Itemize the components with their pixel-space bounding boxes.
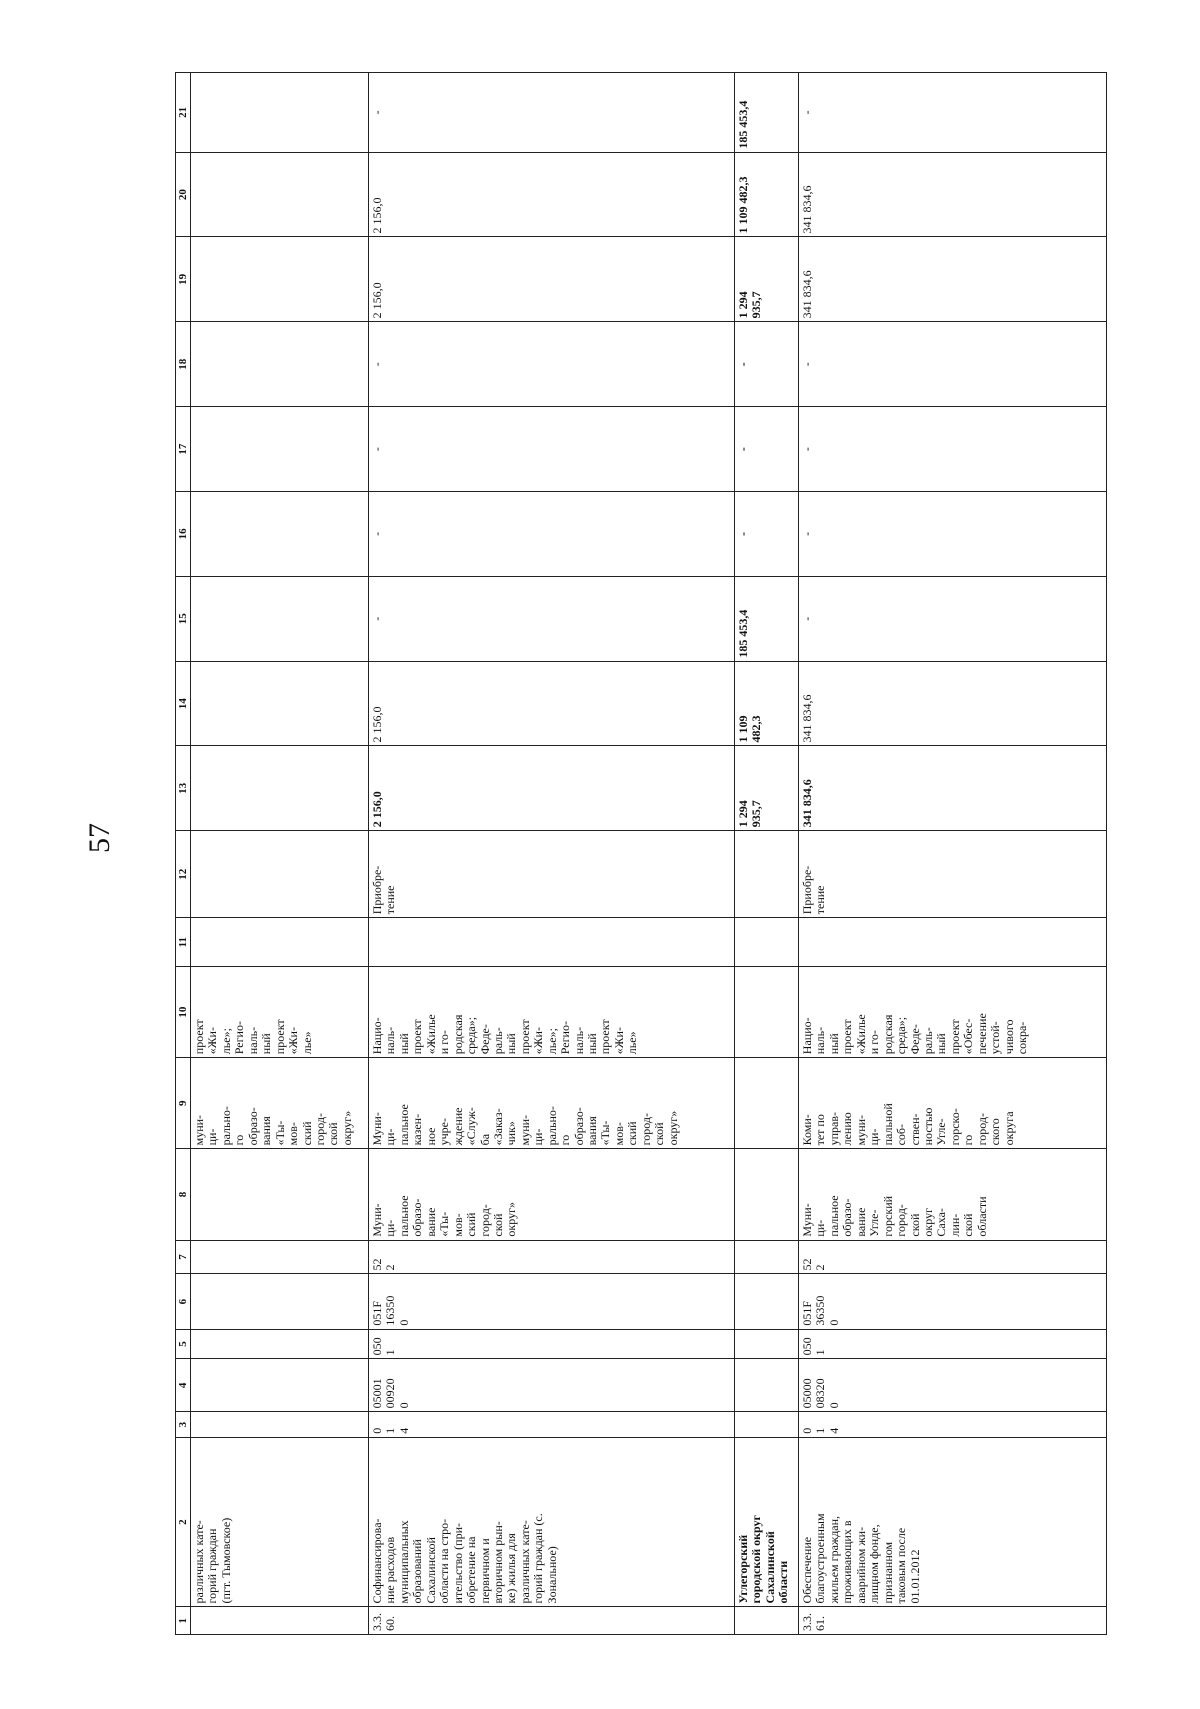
table-cell: [191, 491, 369, 576]
table-cell: -: [799, 576, 1107, 661]
table-cell: 3.3.61.: [799, 1607, 1107, 1635]
table-cell: 2 156,0: [369, 152, 735, 237]
col-header: 2: [176, 1437, 191, 1607]
table-cell: [369, 918, 735, 967]
table-cell: 050 1: [369, 1329, 735, 1359]
table-cell: [191, 1274, 369, 1329]
table-cell: [735, 967, 799, 1058]
table-cell: 1 109 482,3: [735, 152, 799, 237]
col-header: 4: [176, 1359, 191, 1412]
table-cell: [735, 1359, 799, 1412]
col-header: 6: [176, 1274, 191, 1329]
table-cell: -: [735, 407, 799, 492]
col-header: 18: [176, 322, 191, 407]
table-cell: [191, 1329, 369, 1359]
table-cell: [191, 73, 369, 153]
table-cell: -: [369, 322, 735, 407]
table-cell: [191, 746, 369, 831]
col-header: 16: [176, 491, 191, 576]
table-cell: 185 453,4: [735, 73, 799, 153]
table-cell: различных кате- горий граждан (пгт. Тымовское): [191, 1437, 369, 1607]
table-cell: Коми- тет по управ- лению муни- ци- пальной соб- ствен- ностью Угле- горско- го город- ского округа: [799, 1058, 1107, 1149]
table-cell: 52 2: [369, 1240, 735, 1274]
table-cell: [191, 661, 369, 746]
table-cell: [191, 152, 369, 237]
table-cell: [735, 1607, 799, 1635]
table-cell: 1 109 482,3: [735, 661, 799, 746]
table-cell: [191, 1240, 369, 1274]
col-header: 9: [176, 1058, 191, 1149]
table-cell: [735, 1329, 799, 1359]
rotated-table-container: [175, 72, 1107, 1635]
table-cell: Обеспечение благоустроенным жильем граждан, проживающих в аварийном жи- лищном фонде, признанном таковым после 01.01.2012: [799, 1437, 1107, 1607]
table-cell: 0 1 4: [369, 1412, 735, 1437]
col-header: 13: [176, 746, 191, 831]
table-cell: Приобре- тение: [799, 831, 1107, 918]
table-cell: [191, 237, 369, 322]
table-cell: 1 294 935,7: [735, 237, 799, 322]
col-header: 7: [176, 1240, 191, 1274]
table-cell: Софинансирова- ние расходов муниципальных образований Сахалинской области на стро- ительство (при- обретение на первичном и вторичном рын- ке) жилья для различных кате- горий граждан (с. Зональное): [369, 1437, 735, 1607]
table-cell: 2 156,0: [369, 237, 735, 322]
table-cell: -: [369, 491, 735, 576]
table-cell: Углегорский городской округ Сахалинской области: [735, 1437, 799, 1607]
table-cell: 051F 36350 0: [799, 1274, 1107, 1329]
table-cell: 2 156,0: [369, 746, 735, 831]
table-cell: 05000 08320 0: [799, 1359, 1107, 1412]
table-cell: -: [799, 322, 1107, 407]
table-cell: [191, 322, 369, 407]
col-header: 21: [176, 73, 191, 153]
table-cell: 2 156,0: [369, 661, 735, 746]
table-cell: [735, 918, 799, 967]
table-cell: Нацио- наль- ный проект «Жилье и го- родская среда»; Феде- раль- ный проект «Жи- лье»; Регио- наль- ный проект «Жи- лье»: [369, 967, 735, 1058]
table-cell: 0 1 4: [799, 1412, 1107, 1437]
table-cell: муни- ци- pально- го образо- вания «Ты- мов- ский город- ской округ»: [191, 1058, 369, 1149]
col-header: 20: [176, 152, 191, 237]
table-cell: [191, 407, 369, 492]
table-cell: 3.3.60.: [369, 1607, 735, 1635]
col-header: 11: [176, 918, 191, 967]
table-cell: -: [369, 73, 735, 153]
table-cell: [735, 831, 799, 918]
table-cell: [191, 918, 369, 967]
col-header: 17: [176, 407, 191, 492]
table-cell: Муни- ци- пальное казен- ное учре- ждение «Служ- ба «Заказ- чик» муни- ци- pально- го образо- вания «Ты- мов- ский город- ской округ»: [369, 1058, 735, 1149]
table-cell: 051F 16350 0: [369, 1274, 735, 1329]
table-cell: [191, 1359, 369, 1412]
col-header: 1: [176, 1607, 191, 1635]
table-cell: 341 834,6: [799, 152, 1107, 237]
table-cell: проект «Жи- лье»; Регио- наль- ный проект «Жи- лье»: [191, 967, 369, 1058]
table-cell: 341 834,6: [799, 661, 1107, 746]
col-header: 5: [176, 1329, 191, 1359]
table-cell: [735, 1412, 799, 1437]
table-cell: -: [735, 322, 799, 407]
table-cell: -: [735, 491, 799, 576]
table-cell: Муни- ци- пальное образо- вание Угле- горский город- ской округ Саха- лин- ской области: [799, 1149, 1107, 1240]
table-cell: [735, 1058, 799, 1149]
table-cell: -: [369, 576, 735, 661]
budget-table: [175, 72, 1107, 1635]
table-cell: -: [369, 407, 735, 492]
table-cell: [191, 1607, 369, 1635]
table-cell: [735, 1149, 799, 1240]
table-cell: -: [799, 73, 1107, 153]
table-cell: -: [799, 491, 1107, 576]
table-cell: [799, 918, 1107, 967]
col-header: 10: [176, 967, 191, 1058]
table-cell: [735, 1240, 799, 1274]
table-cell: 185 453,4: [735, 576, 799, 661]
table-cell: 341 834,6: [799, 746, 1107, 831]
table-cell: 52 2: [799, 1240, 1107, 1274]
table-cell: -: [799, 407, 1107, 492]
table-cell: [191, 831, 369, 918]
table-cell: 341 834,6: [799, 237, 1107, 322]
table-cell: 1 294 935,7: [735, 746, 799, 831]
col-header: 15: [176, 576, 191, 661]
table-row-3-3-61: [799, 73, 1107, 1635]
table-cell: Муни- ци- пальное образо- вание «Ты- мов- ский город- ской округ»: [369, 1149, 735, 1240]
col-header: 19: [176, 237, 191, 322]
table-row-continuation: [191, 73, 369, 1635]
table-cell: [191, 576, 369, 661]
col-header: 8: [176, 1149, 191, 1240]
col-header: 12: [176, 831, 191, 918]
table-cell: 050 1: [799, 1329, 1107, 1359]
table-row-total-uglegorsk: [735, 73, 799, 1635]
page-number: 57: [83, 823, 116, 853]
table-cell: [735, 1274, 799, 1329]
table-row-3-3-60: [369, 73, 735, 1635]
table-cell: Нацио- наль- ный проект «Жилье и го- родская среда»; Феде- раль- ный проект «Обес- печение устой- чивого сокра-: [799, 967, 1107, 1058]
col-header: 14: [176, 661, 191, 746]
table-cell: 05001 00920 0: [369, 1359, 735, 1412]
table-cell: Приобре- тение: [369, 831, 735, 918]
table-cell: [191, 1149, 369, 1240]
col-header: 3: [176, 1412, 191, 1437]
table-cell: [191, 1412, 369, 1437]
column-number-row: [176, 73, 191, 1635]
